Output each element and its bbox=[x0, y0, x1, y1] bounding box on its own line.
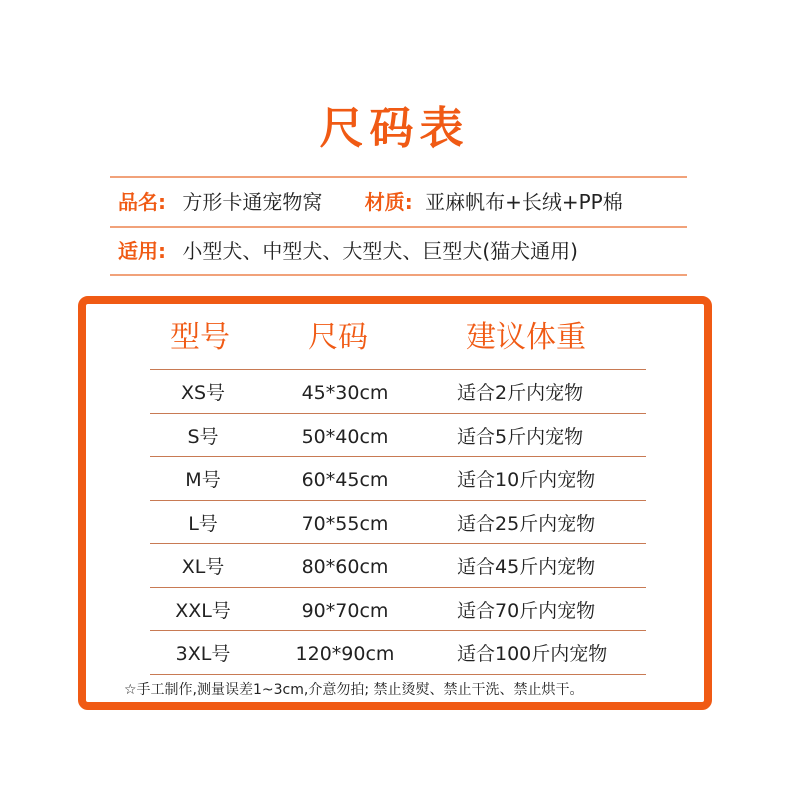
cell-model: XXL号 bbox=[175, 599, 231, 622]
cell-weight: 适合25斤内宠物 bbox=[457, 512, 596, 535]
cell-weight: 适合100斤内宠物 bbox=[457, 643, 608, 665]
cell-size: 50*40cm bbox=[301, 425, 389, 448]
suitable-value: 小型犬、中型犬、大型犬、巨型犬(猫犬通用) bbox=[182, 239, 578, 263]
info-row-suitable bbox=[118, 236, 578, 266]
row-divider bbox=[150, 674, 646, 675]
cell-weight: 适合5斤内宠物 bbox=[457, 425, 584, 448]
cell-weight: 适合2斤内宠物 bbox=[457, 382, 584, 404]
cell-size: 80*60cm bbox=[301, 556, 389, 578]
row-divider bbox=[150, 456, 646, 457]
row-divider bbox=[150, 543, 646, 544]
care-note: ☆手工制作,测量误差1~3cm,介意勿拍; 禁止烫熨、禁止干洗、禁止烘干。 bbox=[124, 682, 584, 698]
cell-model: M号 bbox=[185, 469, 221, 491]
row-divider bbox=[150, 500, 646, 501]
cell-model: L号 bbox=[188, 512, 218, 535]
cell-model: S号 bbox=[187, 425, 219, 448]
cell-model: 3XL号 bbox=[175, 643, 231, 665]
divider-top bbox=[110, 176, 687, 178]
product-value: 方形卡通宠物窝 bbox=[182, 190, 323, 214]
cell-size: 70*55cm bbox=[301, 512, 389, 535]
cell-size: 45*30cm bbox=[301, 382, 389, 404]
row-divider bbox=[150, 369, 646, 370]
material-value: 亚麻帆布+长绒+PP棉 bbox=[425, 190, 623, 214]
header-weight: 建议体重 bbox=[466, 320, 586, 355]
divider-bottom bbox=[110, 274, 687, 276]
header-size: 尺码 bbox=[308, 320, 368, 355]
cell-weight: 适合45斤内宠物 bbox=[457, 556, 596, 578]
cell-weight: 适合70斤内宠物 bbox=[457, 599, 596, 622]
header-model: 型号 bbox=[170, 320, 230, 355]
page-title: 尺码表 bbox=[319, 103, 470, 154]
material-label: 材质: bbox=[364, 190, 413, 214]
product-label: 品名: bbox=[118, 190, 166, 214]
cell-model: XS号 bbox=[180, 382, 226, 404]
info-row-product bbox=[118, 187, 623, 217]
row-divider bbox=[150, 630, 646, 631]
row-divider bbox=[150, 587, 646, 588]
row-divider bbox=[150, 413, 646, 414]
cell-size: 60*45cm bbox=[301, 469, 389, 491]
divider-middle bbox=[110, 226, 687, 228]
suitable-label: 适用: bbox=[118, 239, 166, 263]
cell-size: 90*70cm bbox=[301, 599, 389, 622]
cell-weight: 适合10斤内宠物 bbox=[457, 469, 596, 491]
cell-size: 120*90cm bbox=[295, 643, 395, 665]
cell-model: XL号 bbox=[181, 556, 225, 578]
